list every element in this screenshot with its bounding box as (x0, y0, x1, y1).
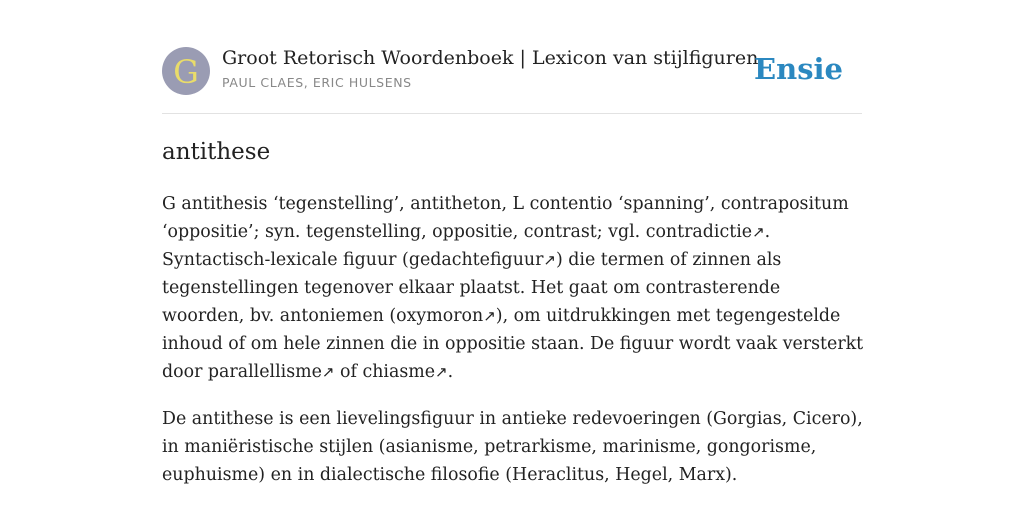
external-arrow-icon[interactable]: ↗ (435, 363, 448, 381)
xref-label[interactable]: parallellisme (207, 362, 322, 382)
text-segment: ), om uitdrukkingen met tegengestelde inhoud of om hele zinnen die in oppositie staan. De figuur wordt vaak versterkt door (162, 306, 864, 382)
xref-label[interactable]: oxymoron (396, 306, 484, 326)
xref-parallellisme[interactable] (208, 362, 335, 382)
book-title[interactable]: Groot Retorisch Woordenboek | Lexicon van stijlfiguren (222, 47, 759, 69)
entry-term: antithese (162, 139, 271, 165)
entry-content (162, 190, 864, 508)
xref-label[interactable]: chiasme (362, 362, 436, 382)
book-authors: PAUL CLAES, ERIC HULSENS (222, 75, 412, 90)
external-arrow-icon[interactable]: ↗ (483, 307, 496, 325)
book-avatar[interactable]: G (162, 47, 210, 95)
header (162, 46, 862, 96)
external-arrow-icon[interactable]: ↗ (321, 363, 335, 381)
text-segment: ) die termen of zinnen als tegenstellingen tegenover elkaar plaatst. Het gaat om contrasterende woorden, bv. antoniemen ( (162, 250, 782, 326)
external-arrow-icon[interactable]: ↗ (752, 223, 765, 241)
xref-label[interactable]: gedachtefiguur (408, 250, 544, 270)
xref-oxymoron[interactable] (396, 306, 496, 326)
entry-paragraph-1 (162, 190, 864, 386)
xref-label[interactable]: contradictie (645, 222, 753, 242)
entry-paragraph-2: De antithese is een lievelingsfiguur in antieke redevoeringen (Gorgias, Cicero), in maniëristische stijlen (asianisme, petrarkisme, marinisme, gongorisme, euphuisme) en in dialectische filosofie (Heraclitus, Hegel, Marx). (162, 409, 863, 485)
text-segment: . (447, 362, 454, 382)
text-segment: . Syntactisch-lexicale figuur ( (162, 222, 771, 270)
text-segment: G antithesis ‘tegenstelling’, antitheton, L contentio ‘spanning’, contrapositum ‘oppositie’; syn. tegenstelling, oppositie, contrast; vgl. (162, 194, 849, 242)
xref-chiasme[interactable] (362, 362, 447, 382)
xref-gedachtefiguur[interactable] (409, 250, 556, 270)
header-divider (162, 113, 862, 114)
ensie-logo-link[interactable]: Ensie (754, 52, 843, 86)
external-arrow-icon[interactable]: ↗ (543, 251, 556, 269)
xref-contradictie[interactable] (646, 222, 765, 242)
text-segment: of (334, 362, 363, 382)
